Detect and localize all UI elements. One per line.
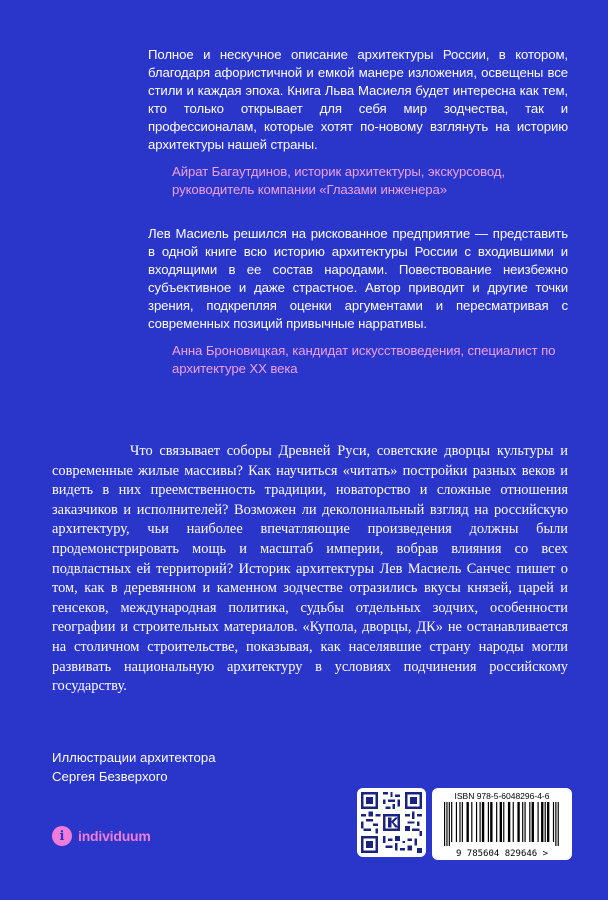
- illustrations-credit-line-2: Сергея Безверхого: [52, 769, 168, 784]
- barcode-bar: [508, 802, 510, 842]
- barcode-bar: [503, 802, 504, 842]
- barcode-bar: [490, 802, 492, 842]
- review-quote-1-attribution: Айрат Багаутдинов, историк архитектуры, экскурсовод, руководитель компании «Глазами инженера»: [172, 164, 505, 197]
- barcode-bar: [538, 802, 539, 842]
- barcode-bar: [446, 802, 447, 846]
- barcode-digits: 9 785604 829646 >: [455, 849, 549, 859]
- illustrations-credit-line-1: Иллюстрации архитектора: [52, 750, 216, 765]
- publisher-name: individuum: [78, 828, 151, 844]
- barcode-bar: [555, 802, 556, 846]
- barcode-bar: [524, 802, 525, 842]
- isbn-label: ISBN 978-5-6048296-4-6: [454, 791, 550, 801]
- barcode-bar: [545, 802, 546, 842]
- barcode-bar: [451, 802, 452, 842]
- review-quote-2-attribution: Анна Броновицкая, кандидат искусствоведения, специалист по архитектуре XX века: [172, 343, 556, 376]
- barcode-bar: [513, 802, 514, 842]
- publisher-logo: [52, 826, 151, 846]
- barcode-bar: [480, 802, 481, 842]
- barcode-bar: [462, 802, 463, 842]
- barcode-bar: [522, 802, 523, 842]
- barcode-bar: [456, 802, 457, 842]
- barcode-bar: [500, 802, 502, 842]
- review-quote-1: [148, 46, 568, 199]
- individuum-logo-icon: i: [52, 826, 72, 846]
- barcode-bar: [529, 802, 530, 842]
- barcode-icon: [432, 788, 572, 860]
- barcode-bars: [444, 802, 560, 846]
- review-quote-1-text: Полное и нескучное описание архитектуры России, в котором, благодаря афористичной и емкой манере изложения, освещены все стили и каждая эпоха. Книга Льва Масиеля будет интересна как тем, кто только открывает для себя мир зодчества, так и профессионалам, которые хотят по-новому взглянуть на историю архитектуры нашей страны.: [148, 47, 568, 152]
- barcode-bar: [488, 802, 489, 842]
- barcode-bar: [459, 802, 460, 842]
- qr-code-icon: [357, 788, 426, 857]
- barcode-bar: [482, 802, 484, 842]
- barcode-bar: [444, 802, 445, 846]
- book-annotation: Что связывает соборы Древней Руси, советские дворцы культуры и современные жилые массивы? Как научиться «читать» постройки разных веков и видеть в них преемственность традиции, новаторство и сложные отношения заказчиков и исполнителей? Возможен ли деколониальный взгляд на российскую архитектуру, чьи наиболее впечатляющие произведения должны были продемонстрировать мощь и масштаб империи, вобрав влияния со всех подвластных ей территорий? Историк архитектуры Лев Масиель Санчес пишет о том, как в деревянном и каменном зодчестве отразились вкусы князей, царей и генсеков, международная политика, судьбы отдельных зодчих, особенности географии и строительных материалов. «Купола, дворцы, ДК» не останавливается на столичном строительстве, показывая, как населявшие страну народы могли развивать национальную архитектуру в условиях подчинения российскому государству.: [52, 443, 568, 695]
- review-quote-2: [148, 225, 568, 378]
- barcode-bar: [558, 802, 559, 846]
- review-quote-2-text: Лев Масиель решился на рискованное предприятие — представить в одной книге всю историю архитектуры России с входившими и входящими в ее состав народами. Повествование неизбежно субъективное и даже страстное. Автор приводит и другие точки зрения, подкрепляя оценки аргументами и пересматривая с современных позиций привычные нарративы.: [148, 226, 568, 331]
- barcode-bar: [466, 802, 468, 842]
- barcode-bar: [547, 802, 549, 842]
- barcode-bar: [449, 802, 450, 846]
- barcode-bar: [517, 802, 519, 842]
- illustrations-credit: [52, 748, 312, 786]
- barcode-bar: [553, 802, 554, 842]
- barcode-bar: [541, 802, 543, 842]
- barcode-bar: [532, 802, 534, 842]
- barcode-bar: [471, 802, 472, 842]
- barcode-bar: [496, 802, 497, 842]
- barcode-bar: [476, 802, 477, 842]
